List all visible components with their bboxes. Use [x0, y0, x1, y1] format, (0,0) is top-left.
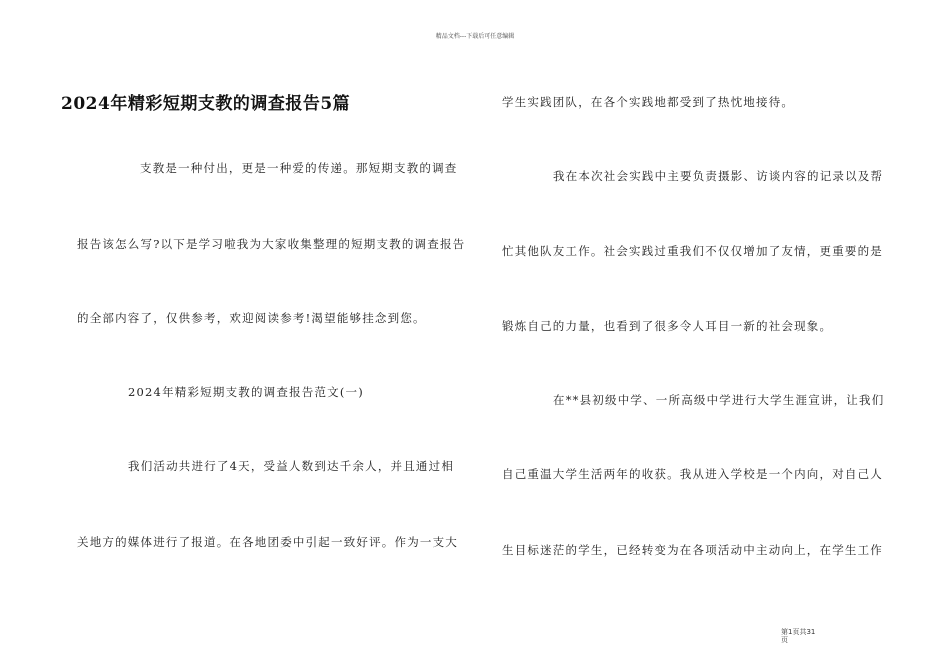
page-number — [781, 628, 815, 644]
right-paragraph-line: 我在本次社会实践中主要负责摄影、访谈内容的记录以及帮 — [553, 169, 884, 183]
left-paragraph-line: 报告该怎么写?以下是学习啦我为大家收集整理的短期支教的调查报告 — [77, 237, 466, 251]
left-paragraph-line: 支教是一种付出，更是一种爱的传递。那短期支教的调查 — [140, 161, 458, 175]
left-paragraph-line: 的全部内容了，仅供参考，欢迎阅读参考!渴望能够挂念到您。 — [77, 311, 426, 325]
right-paragraph-line: 生目标迷茫的学生，已经转变为在各项活动中主动向上，在学生工作 — [502, 543, 883, 557]
page-header: 精品文档---下载后可任意编辑 — [435, 33, 515, 40]
document-title: 2024年精彩短期支教的调查报告5篇 — [61, 94, 351, 114]
right-paragraph-line: 学生实践团队，在各个实践地都受到了热忱地接待。 — [502, 95, 795, 109]
section-heading: 2024年精彩短期支教的调查报告范文(一) — [128, 385, 364, 399]
right-paragraph-line: 自己重温大学生活两年的收获。我从进入学校是一个内向，对自己人 — [502, 467, 883, 481]
right-paragraph-line: 锻炼自己的力量，也看到了很多令人耳目一新的社会现象。 — [502, 319, 833, 333]
left-paragraph-line: 我们活动共进行了4天，受益人数到达千余人，并且通过相 — [128, 459, 455, 473]
right-paragraph-line: 忙其他队友工作。社会实践过重我们不仅仅增加了友情，更重要的是 — [502, 244, 883, 258]
page-number-line: 页 — [781, 636, 788, 644]
left-paragraph-line: 关地方的媒体进行了报道。在各地团委中引起一致好评。作为一支大 — [77, 535, 458, 549]
right-paragraph-line: 在**县初级中学、一所高级中学进行大学生涯宣讲，让我们 — [553, 393, 885, 407]
page-number-line: 第1页共31 — [781, 628, 816, 636]
